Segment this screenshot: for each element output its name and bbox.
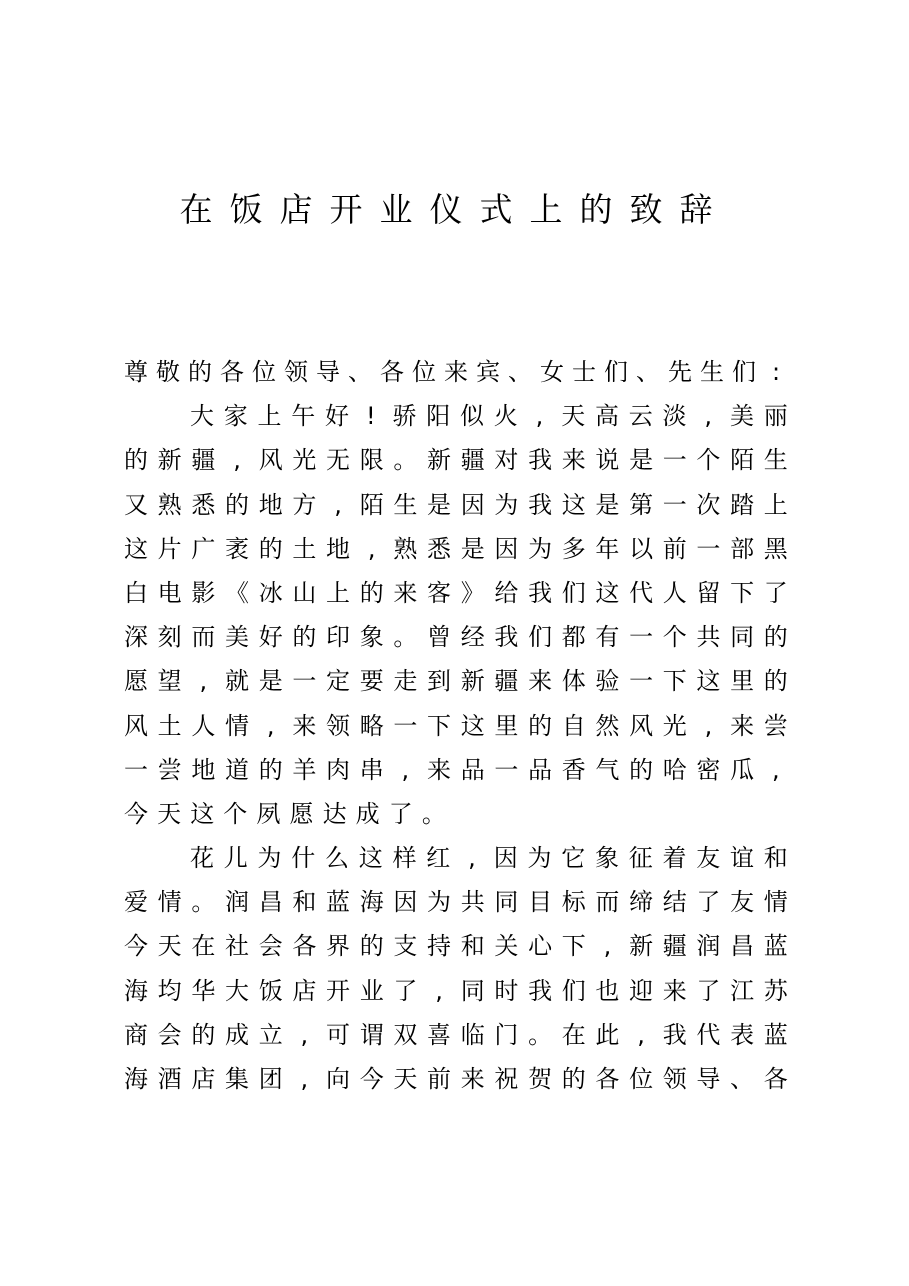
text-line: 愿 望 , 就 是 一 定 要 走 到 新 疆 来 体 验 一 下 这 里 的 bbox=[124, 667, 788, 696]
document-body bbox=[124, 350, 788, 1101]
text-line: 海 酒 店 集 团 , 向 今 天 前 来 祝 贺 的 各 位 领 导 、 各 bbox=[124, 1065, 788, 1093]
text-line: 的 新 疆 , 风 光 无 限 。 新 疆 对 我 来 说 是 一 个 陌 生 bbox=[124, 446, 788, 475]
text-line: 商 会 的 成 立 , 可 谓 双 喜 临 门 。 在 此 , 我 代 表 蓝 bbox=[124, 1020, 788, 1049]
text-line: 花 儿 为 什 么 这 样 红 , 因 为 它 象 征 着 友 谊 和 bbox=[190, 844, 788, 873]
text-line: 尊 敬 的 各 位 领 导 、 各 位 来 宾 、 女 士 们 、 先 生 们 : bbox=[124, 358, 781, 386]
text-line: 今 天 这 个 夙 愿 达 成 了 。 bbox=[124, 799, 446, 828]
text-line: 大 家 上 午 好 ! 骄 阳 似 火 , 天 高 云 淡 , 美 丽 bbox=[190, 402, 788, 431]
text-line: 风 土 人 情 , 来 领 略 一 下 这 里 的 自 然 风 光 , 来 尝 bbox=[124, 711, 788, 740]
text-line: 白 电 影 《 冰 山 上 的 来 客 》 给 我 们 这 代 人 留 下 了 bbox=[124, 578, 788, 607]
text-line: 今 天 在 社 会 各 界 的 支 持 和 关 心 下 , 新 疆 润 昌 蓝 bbox=[124, 932, 788, 961]
text-line: 这 片 广 袤 的 土 地 , 熟 悉 是 因 为 多 年 以 前 一 部 黑 bbox=[124, 534, 788, 563]
text-line: 又 熟 悉 的 地 方 , 陌 生 是 因 为 我 这 是 第 一 次 踏 上 bbox=[124, 490, 788, 519]
text-line: 海 均 华 大 饭 店 开 业 了 , 同 时 我 们 也 迎 来 了 江 苏 bbox=[124, 976, 788, 1005]
text-line: 爱 情 。 润 昌 和 蓝 海 因 为 共 同 目 标 而 缔 结 了 友 情 bbox=[124, 888, 788, 917]
text-line: 深 刻 而 美 好 的 印 象 。 曾 经 我 们 都 有 一 个 共 同 的 bbox=[124, 623, 788, 652]
text-line: 一 尝 地 道 的 羊 肉 串 , 来 品 一 品 香 气 的 哈 密 瓜 , bbox=[124, 755, 780, 784]
document-title: 在饭店开业仪式上的致辞 bbox=[179, 190, 730, 229]
